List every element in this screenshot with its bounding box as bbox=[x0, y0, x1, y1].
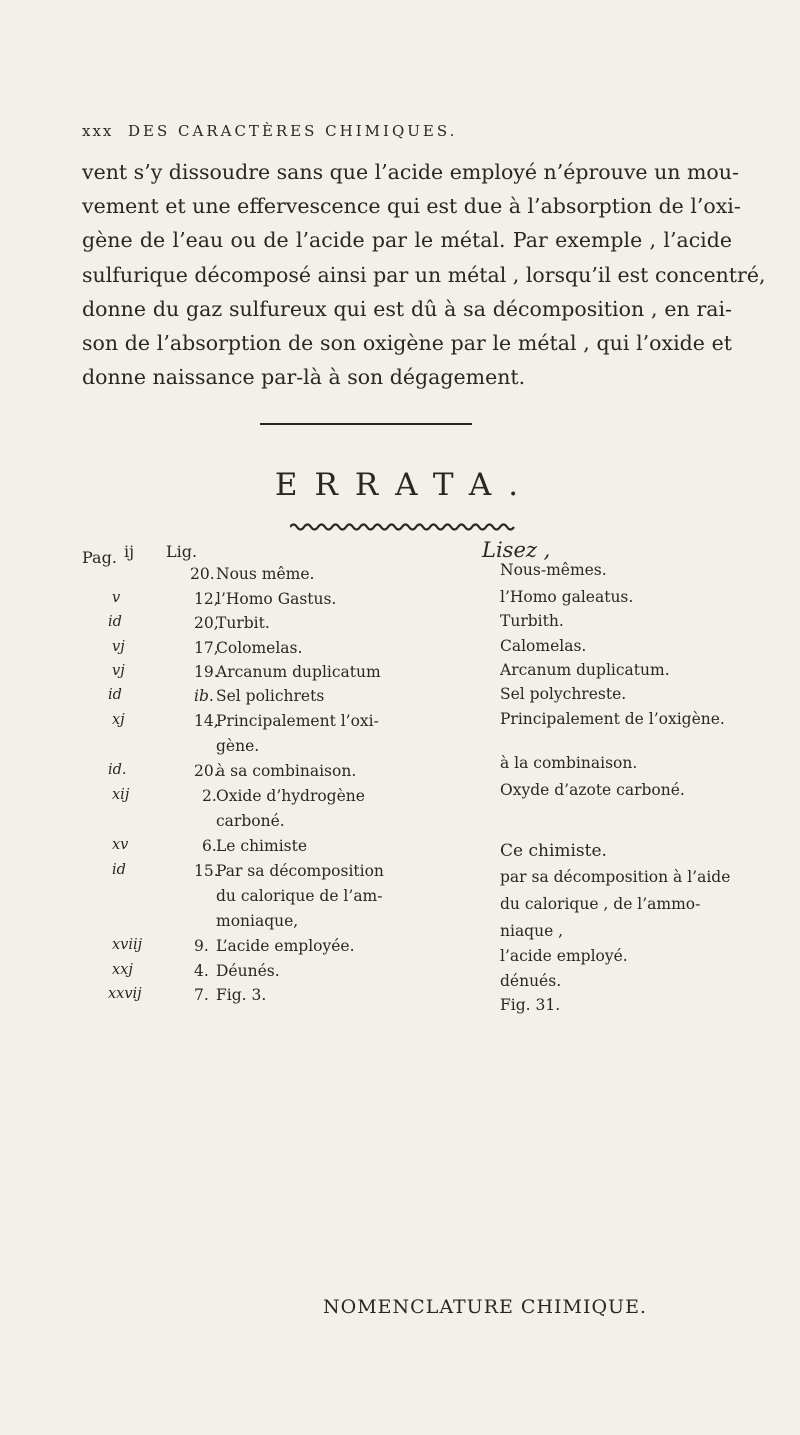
page-ref: xviij bbox=[112, 937, 143, 953]
page-ref: v bbox=[112, 590, 121, 606]
correction-text: l’acide employé. bbox=[500, 947, 628, 965]
paragraph-line: son de l’absorption de son oxigène par le métal , qui l’oxide et bbox=[82, 331, 732, 356]
errata-row bbox=[82, 663, 732, 687]
error-text: Par sa décomposition bbox=[216, 862, 384, 880]
errata-row bbox=[82, 837, 732, 861]
correction-text: Oxyde d’azote carboné. bbox=[500, 781, 685, 799]
error-text: l’Homo Gastus. bbox=[216, 590, 337, 608]
errata-row bbox=[82, 712, 732, 736]
errata-row bbox=[82, 937, 732, 965]
error-text: Fig. 3. bbox=[216, 986, 267, 1004]
correction-text: Ce chimiste. bbox=[500, 841, 607, 861]
errata-row bbox=[82, 561, 732, 589]
error-text: Turbit. bbox=[216, 614, 270, 632]
errata-row bbox=[82, 812, 732, 836]
errata-row bbox=[82, 912, 732, 940]
page-ref: xij bbox=[112, 787, 130, 803]
errata-header bbox=[82, 540, 732, 566]
page-ref: xxvij bbox=[108, 986, 142, 1002]
line-ref: 4. bbox=[194, 962, 209, 980]
correction-text: Calomelas. bbox=[500, 637, 587, 655]
correction-text: Fig. 31. bbox=[500, 996, 561, 1014]
errata-row bbox=[82, 614, 732, 638]
correction-text: par sa décomposition à l’aide bbox=[500, 868, 731, 886]
first-page-ref: ij bbox=[124, 542, 135, 561]
correction-text: du calorique , de l’ammo- bbox=[500, 895, 701, 913]
errata-row bbox=[82, 986, 732, 1014]
correction-text: dénués. bbox=[500, 972, 562, 990]
error-text: Le chimiste bbox=[216, 837, 308, 855]
error-text: gène. bbox=[216, 737, 260, 755]
correction-text: Principalement de l’oxigène. bbox=[500, 710, 725, 728]
correction-text: Nous-mêmes. bbox=[500, 561, 607, 579]
error-text: Colomelas. bbox=[216, 639, 303, 657]
errata-row bbox=[82, 781, 732, 811]
errata-row bbox=[82, 687, 732, 711]
error-text: Arcanum duplicatum bbox=[216, 663, 381, 681]
error-text: carboné. bbox=[216, 812, 285, 830]
line-ref: ib. bbox=[194, 687, 214, 705]
page-ref: id bbox=[112, 862, 126, 878]
errata-title: ERRATA. bbox=[274, 467, 536, 503]
correction-text: à la combinaison. bbox=[500, 754, 638, 772]
correction-text: Sel polychreste. bbox=[500, 685, 627, 703]
page-number: xxx bbox=[82, 122, 114, 140]
error-text: moniaque, bbox=[216, 912, 299, 930]
page-ref: vj bbox=[112, 639, 125, 655]
error-text: Déunés. bbox=[216, 962, 280, 980]
paragraph-line: gène de l’eau ou de l’acide par le métal. Par exemple , l’acide bbox=[82, 228, 732, 253]
errata-row bbox=[82, 962, 732, 990]
errata-row bbox=[82, 862, 732, 886]
error-text: Principalement l’oxi- bbox=[216, 712, 379, 730]
ornamental-divider bbox=[290, 522, 516, 532]
line-ref: 9. bbox=[194, 937, 209, 955]
errata-row bbox=[82, 590, 732, 614]
correction-text: l’Homo galeatus. bbox=[500, 588, 634, 606]
paragraph-line: vent s’y dissoudre sans que l’acide employé n’éprouve un mou- bbox=[82, 160, 739, 184]
line-ref: 14, bbox=[194, 712, 219, 730]
paragraph-line: vement et une effervescence qui est due à l’absorption de l’oxi- bbox=[82, 194, 741, 219]
error-text: à sa combinaison. bbox=[216, 762, 357, 780]
correction-text: Turbith. bbox=[500, 612, 564, 630]
line-ref: 2. bbox=[202, 787, 217, 805]
body-paragraph bbox=[82, 155, 766, 394]
errata-row bbox=[82, 639, 732, 663]
running-head bbox=[82, 122, 732, 142]
paragraph-line: donne naissance par-là à son dégagement. bbox=[82, 365, 526, 390]
line-ref: 20. bbox=[190, 565, 215, 583]
section-rule bbox=[260, 423, 472, 425]
line-ref: 20. bbox=[194, 762, 219, 780]
error-text: Oxide d’hydrogène bbox=[216, 787, 365, 805]
page-ref: id. bbox=[108, 762, 127, 778]
page-ref: id bbox=[108, 687, 122, 703]
paragraph-line: sulfurique décomposé ainsi par un métal , lorsqu’il est concentré, bbox=[82, 262, 766, 287]
error-text: L’acide employée. bbox=[216, 937, 355, 955]
lisez-label: Lisez , bbox=[482, 538, 551, 562]
page-ref: vj bbox=[112, 663, 125, 679]
page-ref: xv bbox=[112, 837, 129, 853]
line-ref: 15. bbox=[194, 862, 219, 880]
line-ref: 19. bbox=[194, 663, 219, 681]
line-ref: 17, bbox=[194, 639, 219, 657]
lig-label: Lig. bbox=[166, 542, 198, 561]
errata-row bbox=[82, 887, 732, 911]
error-text: Nous même. bbox=[216, 565, 315, 583]
error-text: Sel polichrets bbox=[216, 687, 325, 705]
correction-text: Arcanum duplicatum. bbox=[500, 661, 670, 679]
catchword: NOMENCLATURE CHIMIQUE. bbox=[323, 1296, 647, 1318]
running-title: DES CARACTÈRES CHIMIQUES. bbox=[128, 122, 458, 140]
line-ref: 7. bbox=[194, 986, 209, 1004]
line-ref: 12, bbox=[194, 590, 219, 608]
error-text: du calorique de l’am- bbox=[216, 887, 383, 905]
page-ref: xxj bbox=[112, 962, 133, 978]
correction-text: niaque , bbox=[500, 922, 564, 940]
line-ref: 6. bbox=[202, 837, 217, 855]
page-ref: xj bbox=[112, 712, 125, 728]
page-ref: id bbox=[108, 614, 122, 630]
paragraph-line: donne du gaz sulfureux qui est dû à sa décomposition , en rai- bbox=[82, 296, 732, 321]
pag-label: Pag. bbox=[82, 548, 117, 567]
line-ref: 20, bbox=[194, 614, 219, 632]
